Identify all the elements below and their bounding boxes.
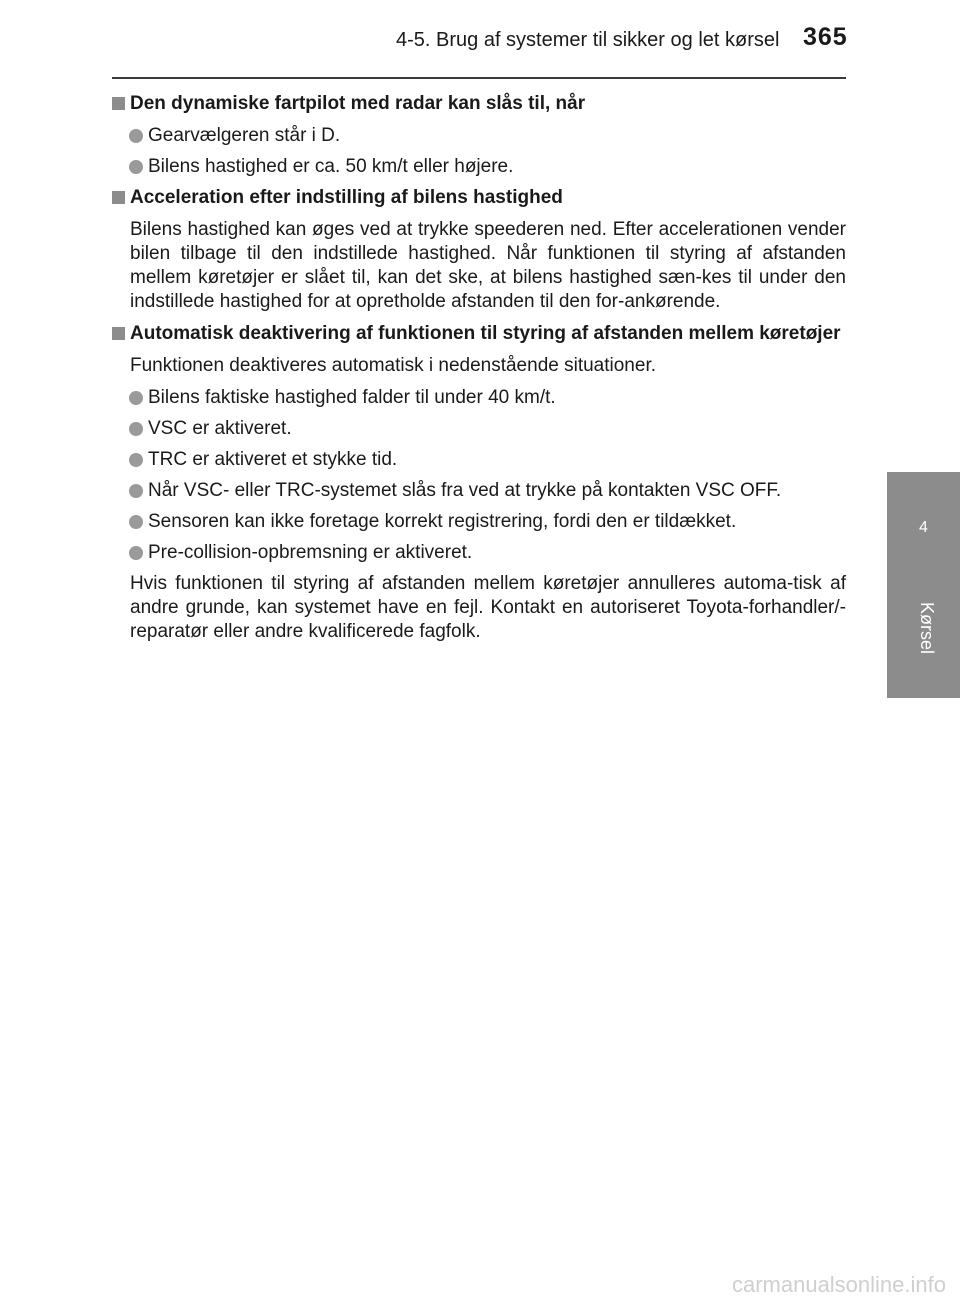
heading-text: Acceleration efter indstilling af bilens hastighed — [130, 187, 563, 208]
round-bullet-icon — [129, 422, 143, 436]
square-bullet-icon — [112, 97, 125, 110]
page-content — [112, 92, 846, 652]
list-item — [112, 541, 846, 565]
list-item — [112, 510, 846, 534]
section-heading — [112, 186, 846, 210]
round-bullet-icon — [129, 546, 143, 560]
list-item — [112, 386, 846, 410]
body-paragraph: Funktionen deaktiveres automatisk i nedenstående situationer. — [130, 355, 656, 376]
list-item-text: Sensoren kan ikke foretage korrekt registrering, fordi den er tildækket. — [148, 511, 737, 532]
list-item — [112, 155, 846, 179]
list-item-text: TRC er aktiveret et stykke tid. — [148, 449, 398, 470]
chapter-side-tab — [887, 472, 960, 698]
round-bullet-icon — [129, 391, 143, 405]
watermark: carmanualsonline.info — [731, 1272, 946, 1297]
list-item — [112, 479, 846, 503]
chapter-label: Kørsel — [917, 602, 937, 655]
list-item-text: Gearvælgeren står i D. — [148, 125, 341, 146]
body-paragraph: Bilens hastighed kan øges ved at trykke speederen ned. Efter accelerationen vender bilen tilbage til den indstillede hastighed. Når funktionen til styring af afstanden mellem køretøjer er slået til, kan det ske, at bilens hastighed sæn-kes til under den indstillede hastighed for at opretholde afstanden til den for-ankørende. — [130, 219, 846, 312]
list-item-text: Når VSC- eller TRC-systemet slås fra ved at trykke på kontakten VSC OFF. — [148, 480, 782, 501]
list-item-text: Pre-collision-opbremsning er aktiveret. — [148, 542, 473, 563]
section-heading — [112, 322, 846, 346]
square-bullet-icon — [112, 327, 125, 340]
header-rule — [112, 77, 846, 79]
list-item — [112, 448, 846, 472]
section-heading — [112, 92, 846, 116]
round-bullet-icon — [129, 453, 143, 467]
round-bullet-icon — [129, 484, 143, 498]
chapter-number: 4 — [919, 519, 928, 536]
list-item-text: Bilens hastighed er ca. 50 km/t eller højere. — [148, 156, 514, 177]
list-item — [112, 417, 846, 441]
round-bullet-icon — [129, 129, 143, 143]
round-bullet-icon — [129, 160, 143, 174]
header-title: 4-5. Brug af systemer til sikker og let kørsel — [396, 29, 780, 51]
body-paragraph: Hvis funktionen til styring af afstanden mellem køretøjer annulleres automa-tisk af andre grunde, kan systemet have en fejl. Kontakt en autoriseret Toyota-forhandler/-reparatør eller andre kvalificerede fagfolk. — [130, 573, 846, 642]
heading-text: Den dynamiske fartpilot med radar kan slås til, når — [130, 93, 586, 114]
list-item — [112, 124, 846, 148]
list-item-text: VSC er aktiveret. — [148, 418, 292, 439]
round-bullet-icon — [129, 515, 143, 529]
page-number: 365 — [803, 23, 848, 51]
square-bullet-icon — [112, 191, 125, 204]
heading-text: Automatisk deaktivering af funktionen til styring af afstanden mellem køretøjer — [130, 323, 841, 344]
list-item-text: Bilens faktiske hastighed falder til under 40 km/t. — [148, 387, 556, 408]
